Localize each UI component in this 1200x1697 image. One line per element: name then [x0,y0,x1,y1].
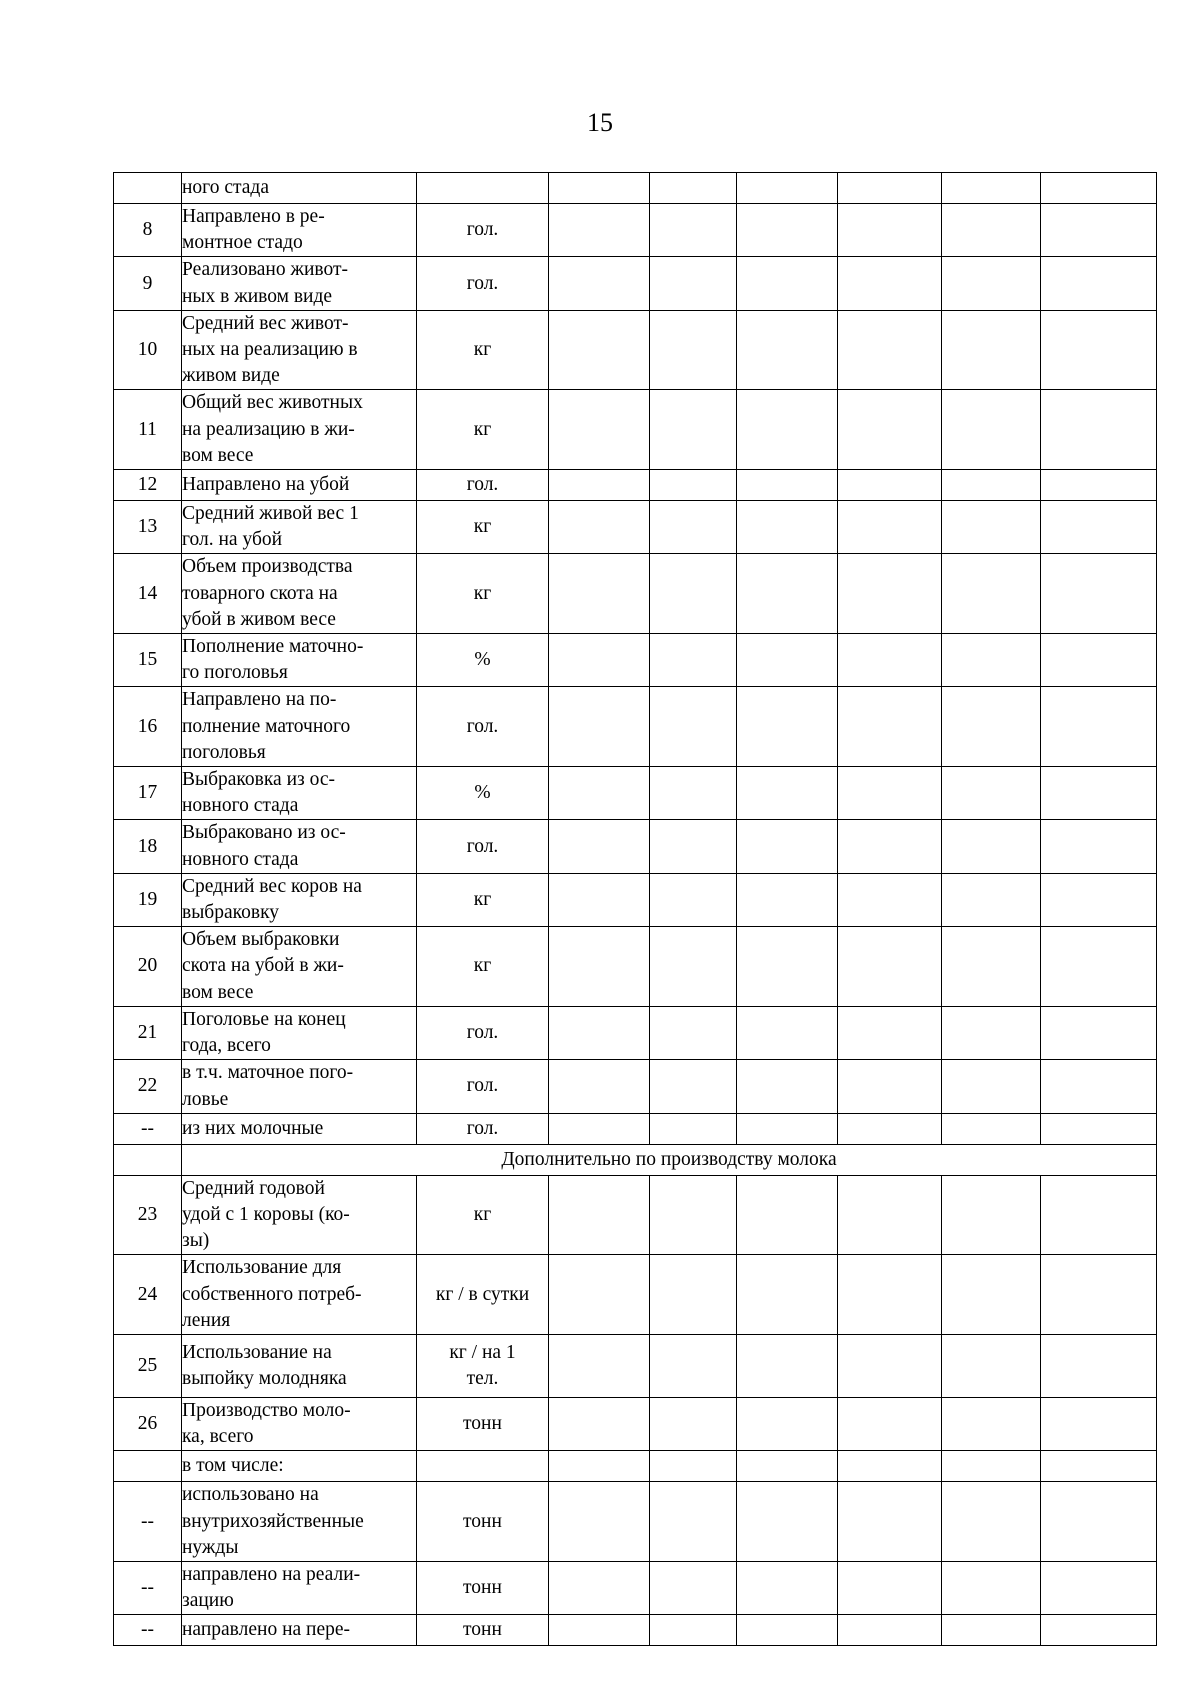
value-cell [942,204,1041,257]
row-number-cell: 9 [114,257,182,310]
value-cell [549,767,650,820]
value-cell [650,554,737,634]
table-row [114,501,1157,554]
unit-cell: гол. [417,687,549,767]
value-cell [1041,767,1157,820]
row-number-cell: 22 [114,1060,182,1113]
row-number-cell: 8 [114,204,182,257]
row-number-cell: 14 [114,554,182,634]
indicator-name-cell: из них молочные [182,1113,417,1144]
unit-cell: кг / на 1 тел. [417,1334,549,1397]
table-row [114,820,1157,873]
value-cell [737,820,838,873]
value-cell [942,390,1041,470]
unit-cell: кг [417,501,549,554]
value-cell [838,1334,942,1397]
value-cell [838,1006,942,1059]
value-cell [1041,1561,1157,1614]
value-cell [1041,257,1157,310]
value-cell [549,1615,650,1646]
indicator-name-cell: в том числе: [182,1451,417,1482]
value-cell [942,1482,1041,1562]
row-number-cell: 15 [114,634,182,687]
page-number: 15 [587,108,613,137]
value-cell [549,1255,650,1335]
indicator-name-cell: направлено на пере- [182,1615,417,1646]
value-cell [1041,873,1157,926]
unit-cell: гол. [417,1006,549,1059]
value-cell [650,1175,737,1255]
table-row [114,1060,1157,1113]
value-cell [549,1561,650,1614]
row-number-cell: 19 [114,873,182,926]
value-cell [650,173,737,204]
indicator-name-cell: Направлено на убой [182,470,417,501]
value-cell [650,1561,737,1614]
unit-cell: гол. [417,820,549,873]
value-cell [838,204,942,257]
indicator-name-cell: Объем производства товарного скота на убой в живом весе [182,554,417,634]
row-number-cell [114,173,182,204]
unit-cell: гол. [417,470,549,501]
value-cell [737,1334,838,1397]
table-row [114,1397,1157,1450]
value-cell [1041,1482,1157,1562]
value-cell [737,390,838,470]
value-cell [1041,1615,1157,1646]
value-cell [838,634,942,687]
table-row [114,257,1157,310]
unit-cell: гол. [417,204,549,257]
value-cell [942,1397,1041,1450]
indicator-name-cell: Выбраковано из ос- новного стада [182,820,417,873]
value-cell [549,204,650,257]
value-cell [942,1255,1041,1335]
value-cell [650,687,737,767]
value-cell [1041,1175,1157,1255]
row-number-cell: -- [114,1615,182,1646]
value-cell [838,1451,942,1482]
value-cell [650,634,737,687]
value-cell [942,173,1041,204]
row-number-cell: 26 [114,1397,182,1450]
indicator-name-cell: в т.ч. маточное пого- ловье [182,1060,417,1113]
value-cell [942,310,1041,390]
table-row [114,470,1157,501]
value-cell [549,470,650,501]
row-number-cell [114,1451,182,1482]
value-cell [942,927,1041,1007]
indicator-name-cell: Реализовано живот- ных в живом виде [182,257,417,310]
unit-cell [417,1451,549,1482]
value-cell [737,1006,838,1059]
table-row [114,1482,1157,1562]
table-row [114,1334,1157,1397]
indicator-name-cell: Поголовье на конец года, всего [182,1006,417,1059]
value-cell [650,1451,737,1482]
value-cell [737,1615,838,1646]
value-cell [737,1451,838,1482]
section-row [114,1144,1157,1175]
row-number-cell: -- [114,1561,182,1614]
value-cell [650,1006,737,1059]
indicator-name-cell: Пополнение маточно- го поголовья [182,634,417,687]
table-row [114,204,1157,257]
value-cell [737,634,838,687]
value-cell [942,554,1041,634]
value-cell [1041,310,1157,390]
table-row [114,767,1157,820]
indicator-name-cell: Общий вес животных на реализацию в жи- вом весе [182,390,417,470]
row-number-cell: 10 [114,310,182,390]
value-cell [737,1113,838,1144]
value-cell [942,470,1041,501]
table-row [114,1006,1157,1059]
indicator-name-cell: Использование для собственного потреб- ления [182,1255,417,1335]
value-cell [942,767,1041,820]
table-row [114,173,1157,204]
row-number-cell: 24 [114,1255,182,1335]
value-cell [838,1397,942,1450]
value-cell [1041,927,1157,1007]
value-cell [1041,687,1157,767]
table-row [114,1615,1157,1646]
value-cell [549,687,650,767]
value-cell [942,1561,1041,1614]
value-cell [1041,1334,1157,1397]
value-cell [942,634,1041,687]
value-cell [1041,634,1157,687]
unit-cell: гол. [417,1113,549,1144]
value-cell [942,687,1041,767]
value-cell [549,1482,650,1562]
row-number-cell: 11 [114,390,182,470]
unit-cell: кг [417,310,549,390]
value-cell [549,1175,650,1255]
table-row [114,310,1157,390]
unit-cell: кг [417,390,549,470]
value-cell [650,1615,737,1646]
indicator-name-cell: Средний вес коров на выбраковку [182,873,417,926]
value-cell [1041,204,1157,257]
value-cell [942,501,1041,554]
row-number-cell: 23 [114,1175,182,1255]
value-cell [549,173,650,204]
value-cell [942,1060,1041,1113]
unit-cell: тонн [417,1615,549,1646]
row-number-cell: 20 [114,927,182,1007]
indicator-name-cell: ного стада [182,173,417,204]
value-cell [737,1175,838,1255]
value-cell [1041,1397,1157,1450]
value-cell [549,390,650,470]
unit-cell: тонн [417,1561,549,1614]
value-cell [549,554,650,634]
value-cell [1041,501,1157,554]
value-cell [549,1006,650,1059]
table-row [114,927,1157,1007]
row-number-cell: 13 [114,501,182,554]
value-cell [942,1615,1041,1646]
value-cell [650,310,737,390]
value-cell [737,501,838,554]
value-cell [1041,1113,1157,1144]
value-cell [838,470,942,501]
value-cell [838,873,942,926]
value-cell [737,204,838,257]
value-cell [838,1175,942,1255]
value-cell [737,1482,838,1562]
value-cell [1041,554,1157,634]
indicator-name-cell: Направлено в ре- монтное стадо [182,204,417,257]
row-number-cell [114,1144,182,1175]
table-row [114,1175,1157,1255]
value-cell [650,927,737,1007]
value-cell [838,1561,942,1614]
table-row [114,390,1157,470]
value-cell [942,820,1041,873]
value-cell [838,927,942,1007]
value-cell [737,767,838,820]
unit-cell: тонн [417,1397,549,1450]
value-cell [650,204,737,257]
value-cell [650,1060,737,1113]
value-cell [942,1006,1041,1059]
value-cell [549,1060,650,1113]
value-cell [942,1451,1041,1482]
value-cell [737,1060,838,1113]
unit-cell: % [417,634,549,687]
value-cell [1041,1006,1157,1059]
table-row [114,1255,1157,1335]
unit-cell: кг [417,554,549,634]
indicator-name-cell: Объем выбраковки скота на убой в жи- вом весе [182,927,417,1007]
value-cell [650,390,737,470]
value-cell [549,1397,650,1450]
table-row [114,1451,1157,1482]
table-row [114,873,1157,926]
value-cell [838,554,942,634]
value-cell [838,501,942,554]
value-cell [1041,1451,1157,1482]
indicator-name-cell: Производство моло- ка, всего [182,1397,417,1450]
value-cell [942,1175,1041,1255]
value-cell [838,1615,942,1646]
row-number-cell: 17 [114,767,182,820]
value-cell [549,873,650,926]
value-cell [650,1255,737,1335]
row-number-cell: 12 [114,470,182,501]
value-cell [549,820,650,873]
indicator-name-cell: Средний годовой удой с 1 коровы (ко- зы) [182,1175,417,1255]
unit-cell: % [417,767,549,820]
value-cell [549,1113,650,1144]
value-cell [942,873,1041,926]
value-cell [838,1060,942,1113]
indicator-name-cell: направлено на реали- зацию [182,1561,417,1614]
value-cell [838,390,942,470]
value-cell [650,501,737,554]
value-cell [1041,820,1157,873]
indicator-name-cell: Выбраковка из ос- новного стада [182,767,417,820]
indicator-name-cell: использовано на внутрихозяйственные нужды [182,1482,417,1562]
value-cell [549,257,650,310]
value-cell [838,767,942,820]
unit-cell: кг [417,873,549,926]
row-number-cell: 16 [114,687,182,767]
value-cell [838,1113,942,1144]
value-cell [549,501,650,554]
value-cell [838,1482,942,1562]
unit-cell [417,173,549,204]
value-cell [549,634,650,687]
value-cell [650,1334,737,1397]
value-cell [942,1334,1041,1397]
unit-cell: кг [417,1175,549,1255]
value-cell [737,257,838,310]
unit-cell: кг / в сутки [417,1255,549,1335]
value-cell [549,310,650,390]
value-cell [549,1334,650,1397]
table-row [114,634,1157,687]
value-cell [838,687,942,767]
value-cell [737,1561,838,1614]
section-title: Дополнительно по производству молока [182,1144,1157,1175]
unit-cell: тонн [417,1482,549,1562]
row-number-cell: 25 [114,1334,182,1397]
unit-cell: гол. [417,1060,549,1113]
indicator-name-cell: Использование на выпойку молодняка [182,1334,417,1397]
indicator-name-cell: Средний живой вес 1 гол. на убой [182,501,417,554]
value-cell [838,257,942,310]
value-cell [1041,173,1157,204]
value-cell [650,820,737,873]
value-cell [737,310,838,390]
value-cell [549,1451,650,1482]
row-number-cell: 18 [114,820,182,873]
value-cell [737,1397,838,1450]
livestock-table [113,172,1157,1646]
table-row [114,554,1157,634]
value-cell [650,1113,737,1144]
value-cell [650,1397,737,1450]
row-number-cell: -- [114,1482,182,1562]
value-cell [1041,390,1157,470]
value-cell [942,1113,1041,1144]
row-number-cell: 21 [114,1006,182,1059]
value-cell [737,470,838,501]
value-cell [737,173,838,204]
value-cell [737,687,838,767]
unit-cell: кг [417,927,549,1007]
value-cell [838,1255,942,1335]
table-row [114,1561,1157,1614]
value-cell [650,767,737,820]
value-cell [549,927,650,1007]
value-cell [1041,1255,1157,1335]
value-cell [737,1255,838,1335]
value-cell [650,257,737,310]
indicator-name-cell: Средний вес живот- ных на реализацию в живом виде [182,310,417,390]
table-row [114,1113,1157,1144]
value-cell [838,820,942,873]
value-cell [650,873,737,926]
value-cell [1041,1060,1157,1113]
value-cell [838,173,942,204]
value-cell [737,554,838,634]
indicator-name-cell: Направлено на по- полнение маточного поголовья [182,687,417,767]
value-cell [737,873,838,926]
table-row [114,687,1157,767]
value-cell [942,257,1041,310]
value-cell [650,1482,737,1562]
value-cell [838,310,942,390]
value-cell [1041,470,1157,501]
value-cell [737,927,838,1007]
value-cell [650,470,737,501]
row-number-cell: -- [114,1113,182,1144]
unit-cell: гол. [417,257,549,310]
